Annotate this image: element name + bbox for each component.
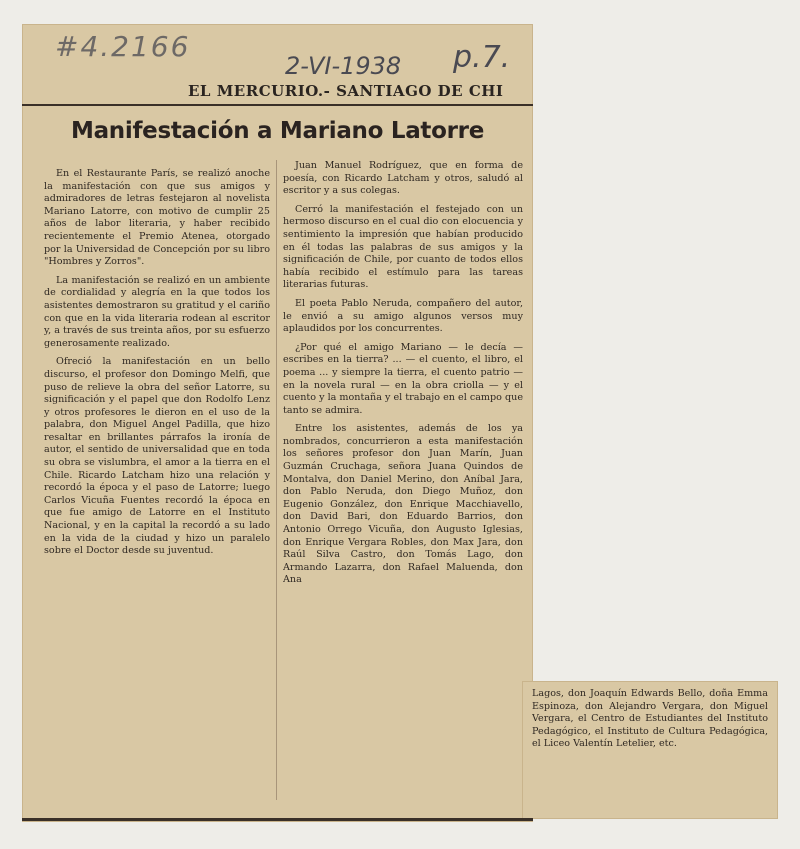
paragraph: Ofreció la manifestación en un bello discurso, el profesor don Domingo Melfi, que puso de relieve la obra del señor Latorre, su significación y el papel que don Rodolfo Lenz y otros profesores le dieron en el uso de la palabra, don Miguel Angel Padilla, que hizo resaltar en brillantes párrafos la ironía de autor, el sentido de universalidad que en toda su obra se vislumbra, el amor a la tierra en el Chile. Ricardo Latcham hizo una relación y recordó la época y el paso de Latorre; luego Carlos Vicuña Fuentes recordó la época en que fue amigo de Latorre en el Instituto Nacional, y en la capital la recordó a su lado en la vida de la ciudad y hizo un paralelo sobre el Doctor desde su juventud. bbox=[44, 356, 270, 557]
article-column-3 bbox=[532, 688, 768, 806]
handwritten-date: 2-VI-1938 bbox=[285, 52, 402, 80]
article-column-1 bbox=[44, 168, 270, 800]
paragraph: En el Restaurante París, se realizó anoche la manifestación con que sus amigos y admiradores de letras festejaron al novelista Mariano Latorre, con motivo de cumplir 25 años de labor literaria, y haber recibido recientemente el Premio Atenea, otorgado por la Universidad de Concepción por su libro "Hombres y Zorros". bbox=[44, 168, 270, 268]
paragraph: Juan Manuel Rodríguez, que en forma de poesía, con Ricardo Latcham y otros, saludó al escritor y a sus colegas. bbox=[283, 160, 523, 197]
paragraph: Entre los asistentes, además de los ya nombrados, concurrieron a esta manifestación los señores profesor don Juan Marín, Juan Guzmán Cruchaga, señora Juana Quindos de Montalva, don Daniel Merino, don Aníbal Jara, don Pablo Neruda, don Diego Muñoz, don Eugenio González, don Enrique Macchiavello, don David Bari, don Eduardo Barrios, don Antonio Orrego Vicuña, don Augusto Iglesias, don Enrique Vergara Robles, don Max Jara, don Raúl Silva Castro, don Tomás Lago, don Armando Lazarra, don Rafael Maluenda, don Ana bbox=[283, 423, 523, 586]
handwritten-catalog-id: #4.2166 bbox=[55, 30, 191, 63]
paragraph: La manifestación se realizó en un ambiente de cordialidad y alegría en la que todos los asistentes demostraron su gratitud y el cariño con que en la vida literaria rodean al escritor y, a través de sus treinta años, por su esfuerzo generosamente realizado. bbox=[44, 274, 270, 349]
column-divider bbox=[276, 160, 277, 800]
newspaper-masthead: EL MERCURIO.- SANTIAGO DE CHI bbox=[188, 82, 504, 100]
article-headline: Manifestación a Mariano Latorre bbox=[71, 118, 484, 144]
paragraph: ¿Por qué el amigo Mariano — le decía — escribes en la tierra? ... — el cuento, el libro, el poema ... y siempre la tierra, el cuento patrio — en la novela rural — en la obra criolla — y el cuento y la montaña y el trabajo en el campo que tanto se admira. bbox=[283, 341, 523, 416]
paragraph: El poeta Pablo Neruda, compañero del autor, le envió a su amigo algunos versos muy aplaudidos por los concurrentes. bbox=[283, 297, 523, 335]
bottom-rule bbox=[22, 818, 533, 821]
article-column-2 bbox=[283, 160, 523, 800]
paragraph: Lagos, don Joaquín Edwards Bello, doña Emma Espinoza, don Alejandro Vergara, don Miguel Vergara, el Centro de Estudiantes del Instituto Pedagógico, el Instituto de Cultura Pedagógica, el Liceo Valentín Letelier, etc. bbox=[532, 688, 768, 750]
handwritten-page: p.7. bbox=[453, 40, 511, 75]
paragraph: Cerró la manifestación el festejado con un hermoso discurso en el cual dio con elocuencia y sentimiento la impresión que habían producido en él todas las palabras de sus amigos y la significación de Chile, por cuanto de todos ellos había recibido el estímulo para las tareas literarias futuras. bbox=[283, 203, 523, 291]
masthead-rule bbox=[22, 104, 533, 106]
